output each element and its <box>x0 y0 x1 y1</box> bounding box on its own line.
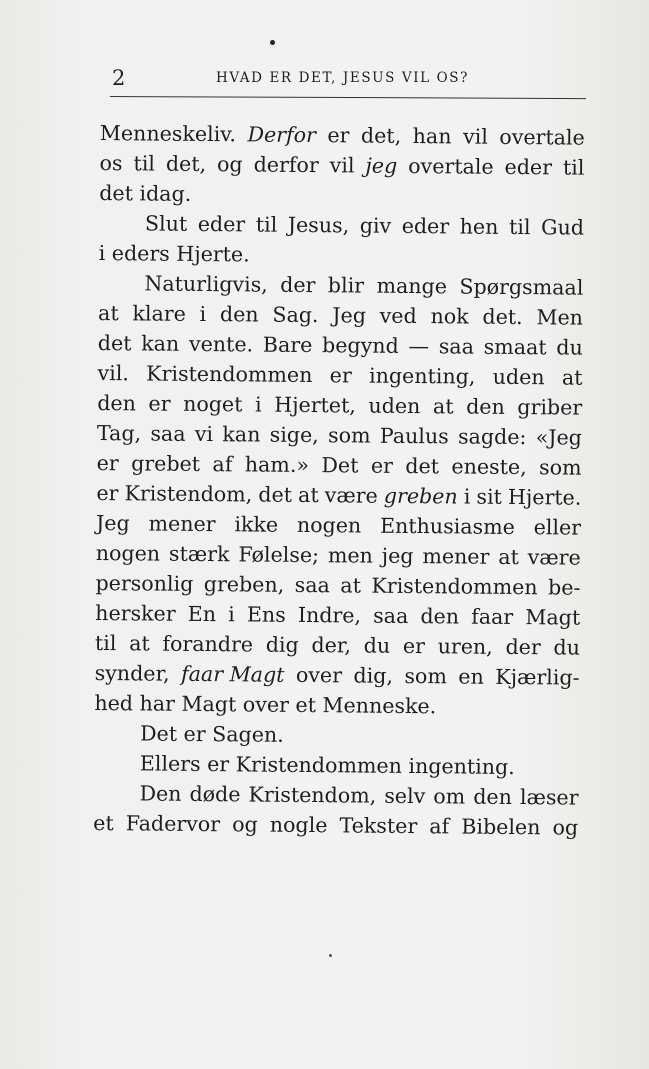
text-line: er Kristendom, det at være greben i sit Hjerte. <box>96 480 582 510</box>
text-line: hersker En i Ens Indre, saa den faar Magt <box>95 600 581 630</box>
body-text <box>93 118 585 843</box>
text-line: Naturligvis, der blir mange Spørgsmaal <box>144 271 584 300</box>
page-header <box>110 66 586 92</box>
ink-dot <box>270 40 275 45</box>
text-line: Tag, saa vi kan sige, som Paulus sagde: «Jeg <box>96 420 583 450</box>
text-line: synder, faar Magt over dig, som en Kjærlig- <box>94 660 580 690</box>
text-line: Slut eder til Jesus, giv eder hen til Gud <box>144 211 585 240</box>
text-line: den er noget i Hjertet, uden at den griber <box>97 390 583 420</box>
text-line: personlig greben, saa at Kristendommen be- <box>95 570 581 600</box>
text-line: os til det, og derfor vil jeg overtale eder til <box>99 150 585 180</box>
text-line: er grebet af ham.» Det er det eneste, som <box>96 450 582 480</box>
ink-speck <box>329 954 332 957</box>
header-rule <box>110 96 586 99</box>
text-line: Den døde Kristendom, selv om den læser <box>139 781 579 810</box>
text-line: Det er Sagen. <box>139 721 284 747</box>
running-title: HVAD ER DET, JESUS VIL OS? <box>216 70 469 86</box>
text-line: Ellers er Kristendommen ingenting. <box>139 751 515 780</box>
text-line: det idag. <box>99 180 192 206</box>
text-line: et Fadervor og nogle Tekster af Bibelen og <box>93 810 579 840</box>
text-line: til at forandre dig der, du er uren, der du <box>94 630 581 660</box>
text-line: Jeg mener ikke nogen Enthusiasme eller <box>95 510 582 540</box>
text-line: vil. Kristendommen er ingenting, uden at <box>97 360 583 390</box>
text-line: hed har Magt over et Menneske. <box>94 690 437 719</box>
text-line: i eders Hjerte. <box>98 240 250 267</box>
text-line: at klare i den Sag. Jeg ved nok det. Men <box>98 300 584 330</box>
text-line: Menneskeliv. Derfor er det, han vil overtale <box>99 120 585 150</box>
text-line: det kan vente. Bare begynd — saa smaat du <box>97 330 583 360</box>
page-number: 2 <box>112 66 126 90</box>
text-line: nogen stærk Følelse; men jeg mener at være <box>95 540 581 570</box>
